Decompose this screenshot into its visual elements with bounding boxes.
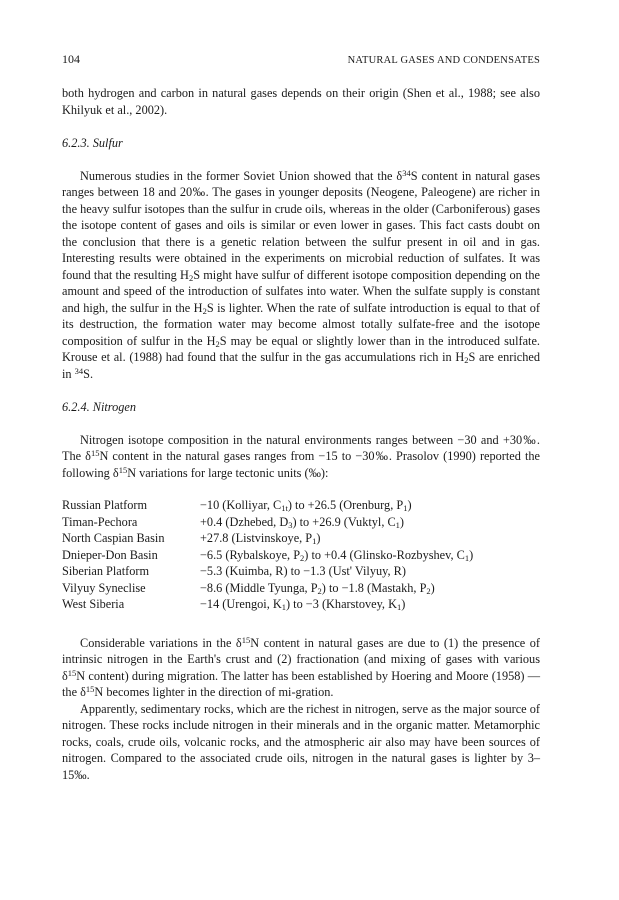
tectonic-unit: Vilyuy Syneclise	[62, 580, 146, 595]
table-row	[62, 514, 473, 531]
variation-range: −14 (Urengoi, $K_1$) to −3 (Kharstovey, $K_1$)	[200, 597, 406, 612]
running-title: NATURAL GASES AND CONDENSATES	[347, 55, 540, 66]
tectonic-unit: Siberian Platform	[62, 564, 150, 578]
page-header	[62, 52, 540, 68]
table-row	[62, 580, 473, 597]
document-page	[62, 52, 540, 783]
variation-range: +27.8 (Listvinskoye, $P_1$)	[200, 531, 321, 546]
sulfur-paragraph: Numerous studies in the former Soviet Union showed that the $\delta^{34}S$ content in natural gases ranges between 18 and 20‰. The gases in younger deposits (Neogene, Paleogene) are richer in the heavy sulfur isotopes than the sulfur in crude oils, whereas in the older (Carboniferous) gases the isotope content of gases and oils is similar or even lower in gases. This fact casts doubt on the conclusion that there is a genetic relation between the sulfur present in oil and in gas. Interesting results were obtained in the experiments on microbial reduction of sulfates. It was found that the resulting $H_2S$ might have sulfur of different isotope composition depending on the amount and speed of the introduction of sulfates into water. When the sulfate supply is constant and high, the sulfur in the $H_2S$ is lighter. When the rate of sulfate introduction is equal to that of its destruction, the formation water may become almost totally sulfate-free and the isotope composition of sulfur in the $H_2S$ may be equal or slightly lower than in the introduced sulfate. Krouse et al. (1988) had found that the sulfur in the gas accumulations rich in $H_2S$ are enriched in $^{34}$S.	[62, 167, 541, 381]
table-row	[62, 596, 473, 613]
tectonic-unit: Dnieper-Don Basin	[62, 547, 158, 562]
section-heading-nitrogen: 6.2.4. Nitrogen	[62, 400, 137, 414]
variation-range: −5.3 (Kuimba, R) to −1.3 (Ust' Vilyuy, R)	[200, 564, 406, 578]
tectonic-unit: North Caspian Basin	[62, 531, 165, 545]
variation-range: −8.6 (Middle Tyunga, $P_2$) to −1.8 (Mastakh, $P_2$)	[200, 580, 435, 596]
page-number: 104	[62, 52, 80, 66]
nitrogen-variations-table	[62, 497, 473, 613]
nitrogen-paragraph-2: Considerable variations in the $\delta^{15}N$ content in natural gases are due to (1) the presence of intrinsic nitrogen in the Earth's crust and (2) fractionation (and mixing of gases with various $\delta^{15}N$ content) during migration. The latter has been established by Hoering and Moore (1958) — the $\delta^{15}N$ becomes lighter in the direction of mi-gration.	[62, 634, 540, 699]
variation-range: +0.4 (Dzhebed, $D_3$) to +26.9 (Vuktyl, $C_1$)	[200, 514, 405, 530]
nitrogen-paragraph-3: Apparently, sedimentary rocks, which are the richest in nitrogen, serve as the major source of nitrogen. These rocks include nitrogen in their minerals and in the organic matter. Metamorphic rocks, coals, crude oils, volcanic rocks, and the atmospheric air also may have been sources of nitrogen. Compared to the associated crude oils, nitrogen in the natural gases is lighter by 3–15‰.	[62, 701, 540, 782]
table-row	[62, 547, 473, 564]
variation-range: −10 (Kolliyar, $C_{1t}$) to +26.5 (Orenburg, $P_1$)	[200, 498, 412, 513]
tectonic-unit: West Siberia	[62, 597, 125, 611]
table-row	[62, 530, 473, 547]
variation-range: −6.5 (Rybalskoye, $P_2$) to +0.4 (Glinsko-Rozbyshev, $C_1$)	[200, 547, 474, 563]
section-heading-sulfur: 6.2.3. Sulfur	[62, 136, 123, 150]
table-row	[62, 563, 473, 580]
table-row	[62, 497, 473, 514]
nitrogen-paragraph-1: Nitrogen isotope composition in the natural environments ranges between −30 and +30‰. The $\delta^{15}N$ content in the natural gases ranges from −15 to −30‰. Prasolov (1990) reported the following $\delta^{15}N$ variations for large tectonic units (‰):	[62, 432, 540, 480]
tectonic-unit: Russian Platform	[62, 498, 148, 512]
intro-paragraph: both hydrogen and carbon in natural gases depends on their origin (Shen et al., 1988; see also Khilyuk et al., 2002).	[62, 86, 540, 117]
tectonic-unit: Timan-Pechora	[62, 514, 138, 529]
